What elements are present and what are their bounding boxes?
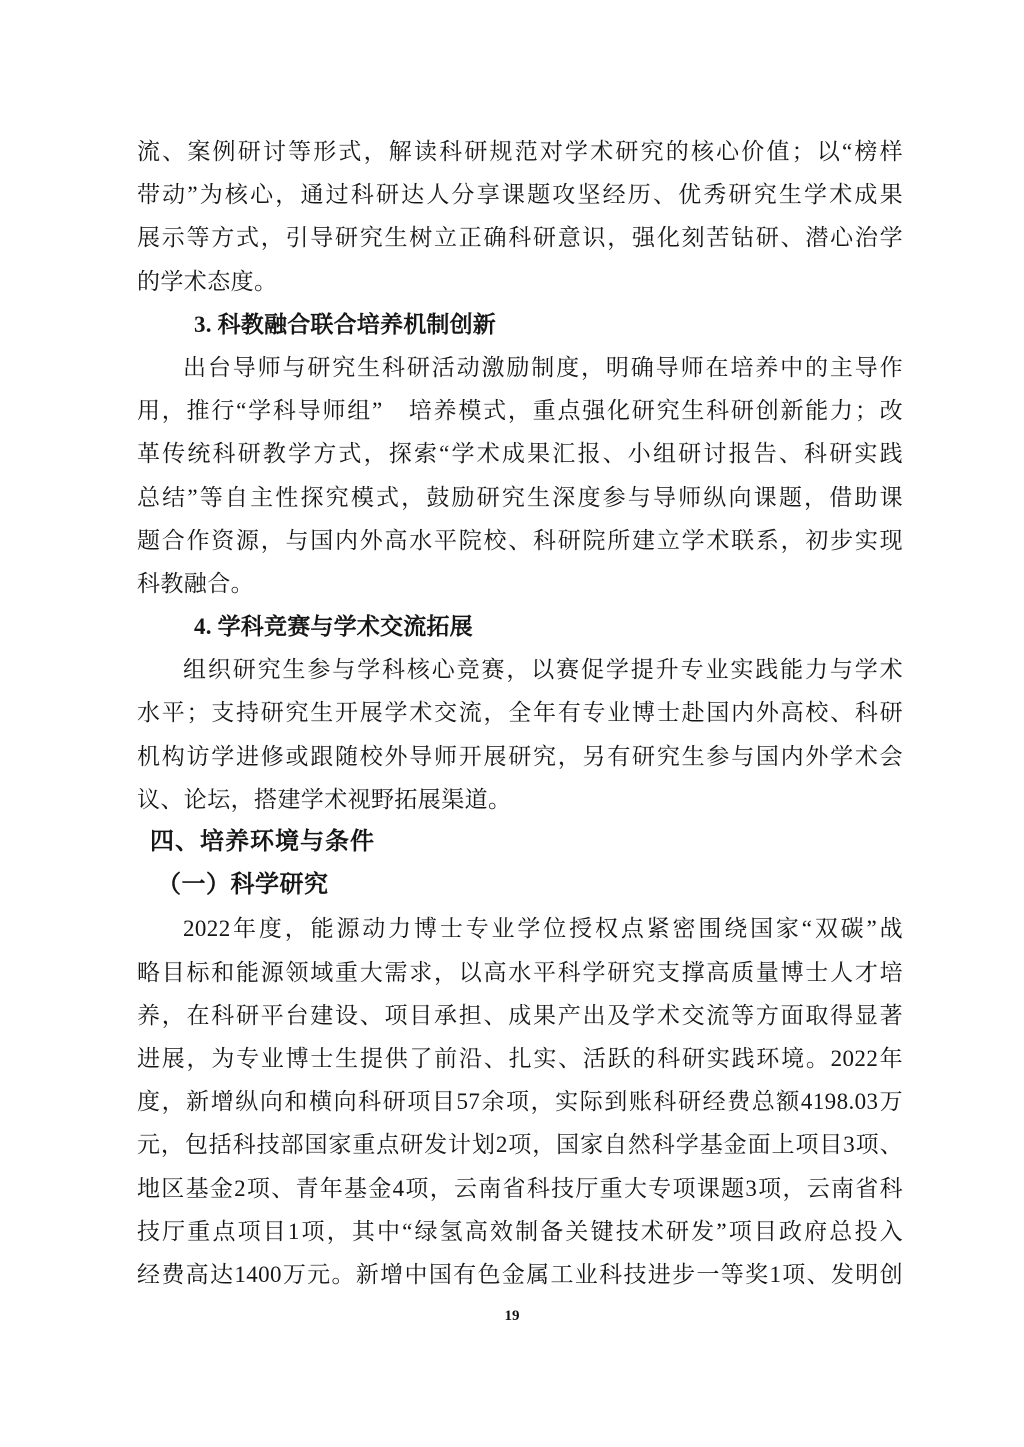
paragraph-2022-research-overview [137,907,903,1296]
text-line: 的学术态度。 [137,268,278,294]
heading-line: 3. 科教融合联合培养机制创新 [194,311,496,337]
text-line: 组织研究生参与学科核心竞赛，以赛促学提升专业实践能力与学术 [183,657,903,683]
text-line: 流、案例研讨等形式，解读科研规范对学术研究的核心价值；以“榜样 [137,139,903,164]
heading-3-science-education-integration [137,303,903,346]
text-line: 科教融合。 [137,570,254,596]
text-line: 水平；支持研究生开展学术交流，全年有专业博士赴国内外高校、科研 [137,700,903,726]
paragraph-competitions-exchange [137,648,903,821]
text-line: 议、论坛，搭建学术视野拓展渠道。 [137,786,512,812]
heading-line: （一）科学研究 [157,872,329,899]
text-line: 略目标和能源领域重大需求，以高水平科学研究支撑高质量博士人才培 [137,959,903,985]
text-line: 2022年度，能源动力博士专业学位授权点紧密围绕国家“双碳”战 [183,916,903,942]
heading-line: 4. 学科竞赛与学术交流拓展 [194,614,473,640]
text-line: 用，推行“学科导师组” 培养模式，重点强化研究生科研创新能力；改 [137,398,903,424]
paragraph-mentor-incentive-system [137,346,903,605]
text-line: 机构访学进修或跟随校外导师开展研究，另有研究生参与国内外学术会 [137,743,903,769]
text-line: 养，在科研平台建设、项目承担、成果产出及学术交流等方面取得显著 [137,1002,903,1028]
text-line: 展示等方式，引导研究生树立正确科研意识，强化刻苦钻研、潜心治学 [137,225,903,251]
text-line: 进展，为专业博士生提供了前沿、扎实、活跃的科研实践环境。2022年 [137,1045,903,1071]
heading-line: 四、培养环境与条件 [150,829,375,855]
text-line: 革传统科研教学方式，探索“学术成果汇报、小组研讨报告、科研实践 [137,441,903,467]
text-line: 题合作资源，与国内外高水平院校、科研院所建立学术联系，初步实现 [137,527,903,553]
subsection-1-scientific-research [137,864,903,907]
heading-4-competitions-academic-exchange [137,605,903,648]
document-body [137,130,903,1296]
text-line: 元，包括科技部国家重点研发计划2项，国家自然科学基金面上项目3项、 [137,1132,903,1158]
text-line: 经费高达1400万元。新增中国有色金属工业科技进步一等奖1项、发明创 [137,1261,903,1287]
text-line: 出台导师与研究生科研活动激励制度，明确导师在培养中的主导作 [183,354,903,380]
text-line: 度，新增纵向和横向科研项目57余项，实际到账科研经费总额4198.03万 [137,1089,903,1115]
section-4-training-environment-conditions [137,821,903,864]
page-number: 19 [504,1308,520,1324]
text-line: 技厅重点项目1项，其中“绿氢高效制备关键技术研发”项目政府总投入 [137,1218,903,1244]
paragraph-research-integrity [137,130,903,303]
text-line: 带动”为核心，通过科研达人分享课题攻坚经历、优秀研究生学术成果 [137,182,903,208]
text-line: 地区基金2项、青年基金4项，云南省科技厅重大专项课题3项，云南省科 [137,1175,903,1201]
text-line: 总结”等自主性探究模式，鼓励研究生深度参与导师纵向课题，借助课 [137,484,903,510]
